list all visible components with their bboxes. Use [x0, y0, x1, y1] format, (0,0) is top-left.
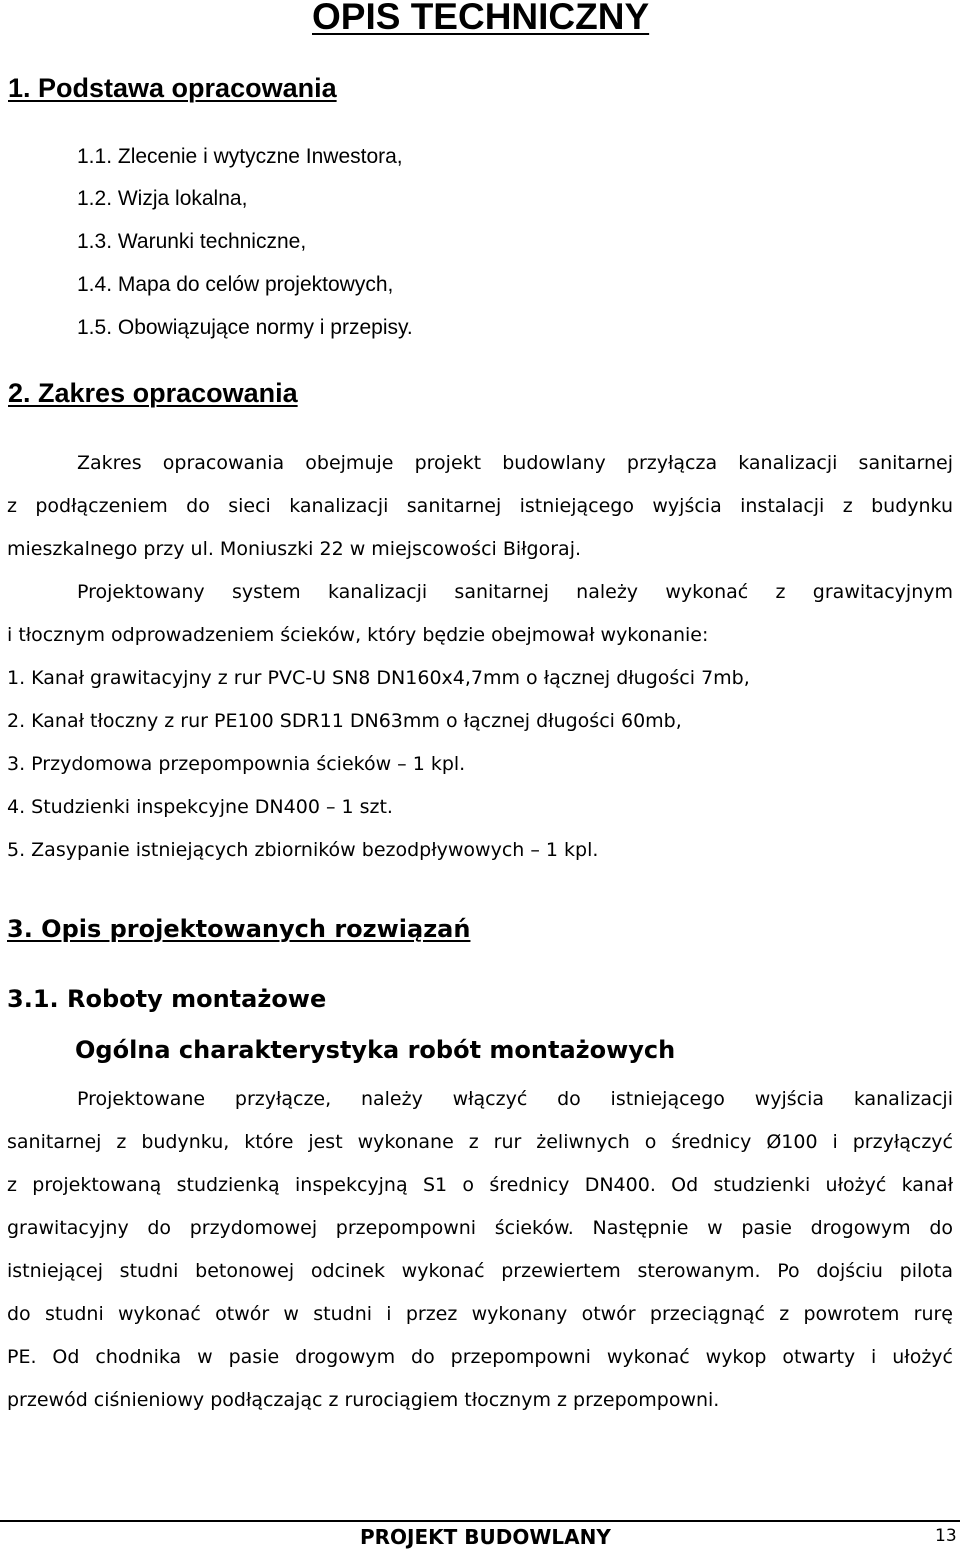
text-line: przewód ciśnieniowy podłączając z rurociągiem tłocznym z przepompowni. [7, 1389, 720, 1411]
list-item: 1. Kanał grawitacyjny z rur PVC-U SN8 DN160x4,7mm o łącznej długości 7mb, [7, 667, 750, 689]
list-item: 5. Zasypanie istniejących zbiorników bezodpływowych – 1 kpl. [7, 839, 599, 861]
text-line: Projektowany system kanalizacji sanitarnej należy wykonać z grawitacyjnym [77, 581, 953, 603]
section-1-heading: 1. Podstawa opracowania [8, 73, 337, 103]
text-line: PE. Od chodnika w pasie drogowym do przepompowni wykonać wykop otwarty i ułożyć [7, 1346, 953, 1368]
list-item: 3. Przydomowa przepompownia ścieków – 1 kpl. [7, 753, 466, 775]
section-3-1-heading: 3.1. Roboty montażowe [7, 985, 327, 1013]
list-item: 1.1. Zlecenie i wytyczne Inwestora, [77, 145, 403, 168]
list-item: 1.4. Mapa do celów projektowych, [77, 273, 394, 296]
document-title: OPIS TECHNICZNY [312, 0, 650, 37]
list-item: 1.5. Obowiązujące normy i przepisy. [77, 316, 413, 339]
page-number: 13 [935, 1526, 957, 1546]
text-line: i tłocznym odprowadzeniem ścieków, który będzie obejmował wykonanie: [7, 624, 709, 646]
list-item: 4. Studzienki inspekcyjne DN400 – 1 szt. [7, 796, 393, 818]
text-line: istniejącej studni betonowej odcinek wykonać przewiertem sterowanym. Po dojściu pilota [7, 1260, 953, 1282]
list-item: 2. Kanał tłoczny z rur PE100 SDR11 DN63mm o łącznej długości 60mb, [7, 710, 682, 732]
footer-label: PROJEKT BUDOWLANY [360, 1525, 611, 1549]
text-line: do studni wykonać otwór w studni i przez wykonany otwór przeciągnąć z powrotem rurę [7, 1303, 953, 1325]
text-line: Projektowane przyłącze, należy włączyć do istniejącego wyjścia kanalizacji [77, 1088, 953, 1110]
text-line: z projektowaną studzienką inspekcyjną S1 o średnicy DN400. Od studzienki ułożyć kanał [7, 1174, 953, 1196]
list-item: 1.2. Wizja lokalna, [77, 187, 248, 210]
section-3-1-subheading: Ogólna charakterystyka robót montażowych [75, 1036, 676, 1064]
text-line: sanitarnej z budynku, które jest wykonane z rur żeliwnych o średnicy Ø100 i przyłączyć [7, 1131, 953, 1153]
section-2-heading: 2. Zakres opracowania [8, 378, 298, 408]
footer-divider [0, 1520, 960, 1522]
text-line: Zakres opracowania obejmuje projekt budowlany przyłącza kanalizacji sanitarnej [77, 452, 953, 474]
text-line: grawitacyjny do przydomowej przepompowni ścieków. Następnie w pasie drogowym do [7, 1217, 953, 1239]
list-item: 1.3. Warunki techniczne, [77, 230, 307, 253]
text-line: mieszkalnego przy ul. Moniuszki 22 w miejscowości Biłgoraj. [7, 538, 582, 560]
text-line: z podłączeniem do sieci kanalizacji sanitarnej istniejącego wyjścia instalacji z budynku [7, 495, 953, 517]
section-3-heading: 3. Opis projektowanych rozwiązań [7, 915, 471, 943]
